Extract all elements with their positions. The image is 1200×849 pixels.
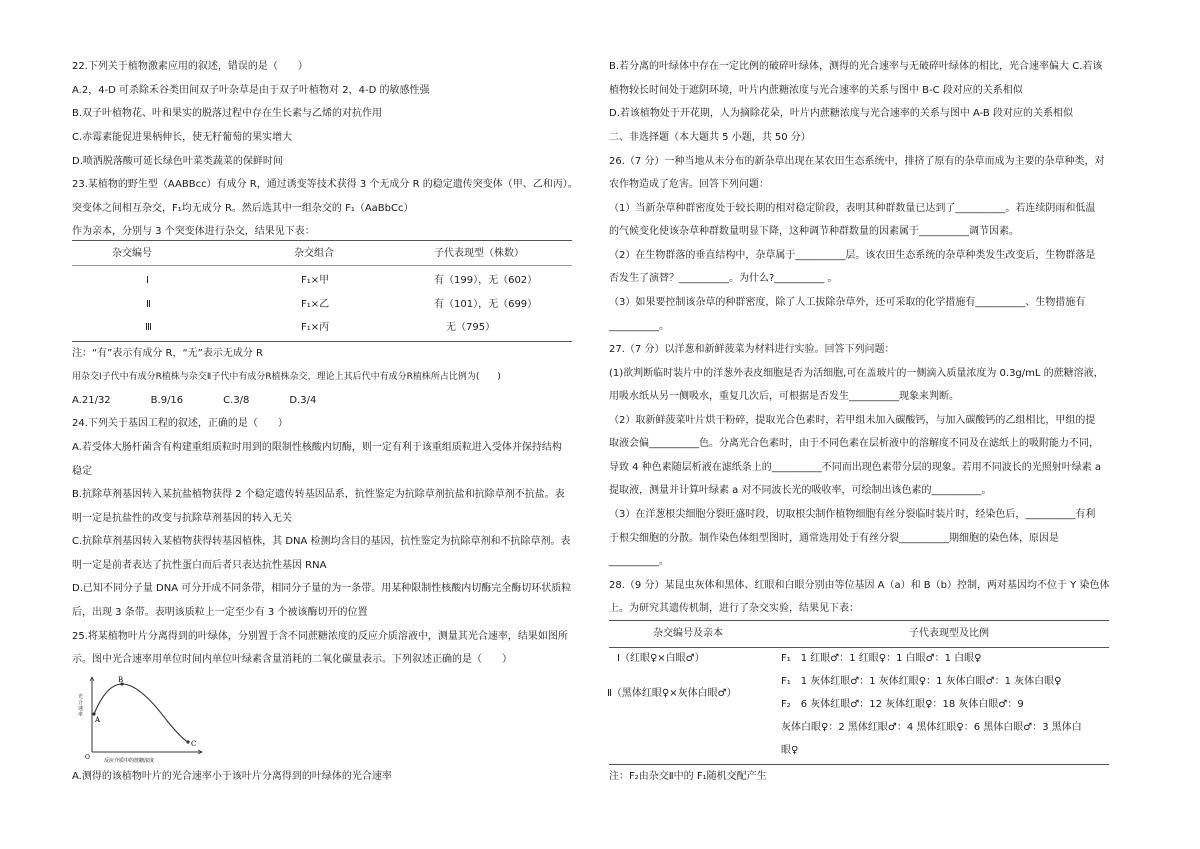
curve <box>94 684 188 742</box>
q25-graph <box>78 676 206 764</box>
q25-graph-svg <box>86 676 206 764</box>
table-cell: 有（101），无（699） <box>434 299 538 310</box>
table-header: 杂交编号 <box>112 248 152 259</box>
table-header: 子代表现型及比例 <box>909 628 989 639</box>
q28-table-note: 注：F₂由杂交Ⅱ中的 F₁随机交配产生 <box>609 771 767 782</box>
table-cell: 灰体白眼♀：2 黑体红眼♂：4 黑体红眼♀：6 黑体白眼♂：3 黑体白 <box>781 722 1082 733</box>
table-cell: 无（795） <box>446 322 496 333</box>
q26-part-3-line-1: （3）如果要控制该杂草的种群密度，除了人工拔除杂草外，还可采取的化学措施有__________、生物措施有 <box>609 297 1086 308</box>
table-cell: 有（199），无（602） <box>434 275 538 286</box>
table-header: 杂交编号及亲本 <box>653 628 723 639</box>
point-c-label: C <box>191 740 197 748</box>
q24-option-c-line-1: C.抗除草剂基因转入某植物获得转基因植株，其 DNA 检测均含目的基因，抗性鉴定为抗除草剂和不抗除草剂。表 <box>72 536 571 547</box>
table-cell: F₁ 1 红眼♂：1 红眼♀：1 白眼♂：1 白眼♀ <box>781 653 982 664</box>
q26-part-2-line-1: （2）在生物群落的垂直结构中，杂草属于__________层。该农田生态系统的杂草种类发生改变后，生物群落是 <box>609 250 1096 261</box>
table-cell: F₁×乙 <box>301 299 330 310</box>
section-heading: 二、非选择题（本大题共 5 小题，共 50 分） <box>609 132 811 143</box>
q22-option-a: A.2，4-D 可杀除禾谷类田间双子叶杂草是由于双子叶植物对 2，4-D 的敏感性强 <box>72 85 430 96</box>
q23-stem-line-3: 作为亲本，分别与 3 个突变体进行杂交，结果见下表： <box>72 226 315 237</box>
q26-part-2-line-2: 否发生了演替？__________。为什么?__________ 。 <box>609 273 838 284</box>
q22-option-c: C.赤霉素能促进果柄伸长，使无籽葡萄的果实增大 <box>72 132 293 143</box>
q25-stem-line-1: 25.将某植物叶片分离得到的叶绿体，分别置于含不同蔗糖浓度的反应介质溶液中，测量其光合速率，结果如图所 <box>72 631 568 642</box>
q27-part-1-line-2: 用吸水纸从另一侧吸水，重复几次后，可根据是否发生__________现象来判断。 <box>609 391 959 402</box>
q27-part-2-line-2: 取液会偏__________色。分离光合色素时，由于不同色素在层析液中的溶解度不同及在滤纸上的吸附能力不同， <box>609 438 1099 449</box>
q25-option-c-cont: 植物较长时间处于遮阴环境，叶片内蔗糖浓度与光合速率的关系与图中 B-C 段对应的关系相似 <box>609 85 1023 96</box>
q24-option-d-line-2: 后，出现 3 条带。表明该质粒上一定至少有 3 个被该酶切开的位置 <box>72 607 368 618</box>
q25-stem-line-2: 示。图中光合速率用单位时间内单位叶绿素含量消耗的二氧化碳量表示。下列叙述正确的是（ ） <box>72 654 512 665</box>
q22-option-b: B.双子叶植物花、叶和果实的脱落过程中存在生长素与乙烯的对抗作用 <box>72 108 383 119</box>
table-cell: Ⅱ（黑体红眼♀×灰体白眼♂） <box>607 688 737 699</box>
table-cell: F₁×甲 <box>301 275 330 286</box>
q24-stem: 24.下列关于基因工程的叙述，正确的是（ ） <box>72 418 288 429</box>
q27-part-2-line-3: 导致 4 种色素随层析液在滤纸条上的__________不同而出现色素带分层的现象。若用不同波长的光照射叶绿素 a <box>609 462 1102 473</box>
q23-stem-line-2: 突变体之间相互杂交，F₁均无成分 R。然后选其中一组杂交的 F₁（AaBbCc） <box>72 203 414 214</box>
q26-stem-line-1: 26.（7 分）一种当地从未分布的新杂草出现在某农田生态系统中，排挤了原有的杂草而成为主要的杂草种类，对 <box>609 156 1105 167</box>
point-c <box>186 740 189 743</box>
q28-table <box>609 620 1109 766</box>
point-b-label: B <box>118 676 124 684</box>
table-cell: F₁×丙 <box>301 322 330 333</box>
table-cell: Ⅱ <box>146 299 151 310</box>
q24-option-b-line-1: B.抗除草剂基因转入某抗盐植物获得 2 个稳定遗传转基因品系，抗性鉴定为抗除草剂抗盐和抗除草剂不抗盐。表 <box>72 489 565 500</box>
q27-part-3-line-1: （3）在洋葱根尖细胞分裂旺盛时段，切取根尖制作植物细胞有丝分裂临时装片时，经染色后，__________有利 <box>609 509 1096 520</box>
q25-option-a: A.测得的该植物叶片的光合速率小于该叶片分离得到的叶绿体的光合速率 <box>72 771 392 782</box>
q24-option-a-line-2: 稳定 <box>72 466 92 477</box>
q28-stem-line-2: 上。为研究其遗传机制，进行了杂交实验，结果见下表： <box>609 603 859 614</box>
table-cell: F₂ 6 灰体红眼♂：12 灰体红眼♀：18 灰体白眼♂：9 <box>781 699 1024 710</box>
q22-stem: 22.下列关于植物激素应用的叙述，错误的是（ ） <box>72 61 308 72</box>
q26-stem-line-2: 农作物造成了危害。回答下列问题： <box>609 179 769 190</box>
table-cell: F₁ 1 灰体红眼♂：1 灰体红眼♀：1 灰体白眼♂：1 灰体白眼♀ <box>781 676 1062 687</box>
q24-option-b-line-2: 明一定是抗盐性的改变与抗除草剂基因的转入无关 <box>72 513 292 524</box>
q24-option-a-line-1: A.若受体大肠杆菌含有构建重组质粒时用到的限制性核酸内切酶，则一定有利于该重组质粒进入受体并保持结构 <box>72 442 562 453</box>
table-header: 子代表现型（株数） <box>434 248 524 259</box>
q27-part-3-line-2: 于根尖细胞的分散。制作染色体组型图时，通常选用处于有丝分裂__________期细胞的染色体，原因是 <box>609 533 1059 544</box>
point-a-label: A <box>95 716 101 724</box>
x-axis-label: 反应介质中的蔗糖浓度 <box>104 758 155 764</box>
q26-part-1-line-2: 的气候变化使该杂草种群数量明显下降，这种调节种群数量的因素属于__________调节因素。 <box>609 226 1019 237</box>
origin-label: O <box>85 754 90 761</box>
q27-part-3-line-3: __________。 <box>609 556 669 567</box>
q24-option-d-line-1: D.已知不同分子量 DNA 可分开成不同条带，相同分子量的为一条带。用某种限制性核酸内切酶完全酶切环状质粒 <box>72 583 572 594</box>
table-cell: Ⅰ <box>146 275 149 286</box>
q28-stem-line-1: 28.（9 分）某昆虫灰体和黑体、红眼和白眼分别由等位基因 A（a）和 B（b）控制，两对基因均不位于 Y 染色体 <box>609 580 1110 591</box>
q23-question: 用杂交Ⅰ子代中有成分R植株与杂交Ⅱ子代中有成分R植株杂交，理论上其后代中有成分R植株所占比例为( ) <box>72 372 501 382</box>
y-axis-label: 光合速率 <box>78 694 84 718</box>
q26-part-3-line-2: __________。 <box>609 321 669 332</box>
q26-part-1-line-1: （1）当新杂草种群密度处于较长期的相对稳定阶段，表明其种群数量已达到了__________。若连续阴雨和低温 <box>609 203 1096 214</box>
q27-part-2-line-1: （2）取新鲜菠菜叶片烘干粉碎，提取光合色素时，若甲组未加入碳酸钙，与加入碳酸钙的乙组相比，甲组的提 <box>609 415 1096 426</box>
table-cell: 眼♀ <box>781 745 799 756</box>
q23-table <box>72 240 572 343</box>
table-cell: Ⅲ <box>145 322 152 333</box>
q23-stem-line-1: 23.某植物的野生型（AABBcc）有成分 R，通过诱变等技术获得 3 个无成分 R 的稳定遗传突变体（甲、乙和丙）。 <box>72 179 578 190</box>
q23-options: A.21/32 B.9/16 C.3/8 D.3/4 <box>72 395 317 406</box>
q24-option-c-line-2: 明一定是前者表达了抗性蛋白而后者只表达抗性基因 RNA <box>72 560 327 571</box>
table-header: 杂交组合 <box>294 248 334 259</box>
q25-option-d: D.若该植物处于开花期，人为摘除花朵，叶片内蔗糖浓度与光合速率的关系与图中 A-B 段对应的关系相似 <box>609 108 1073 119</box>
q27-part-2-line-4: 提取液，测量并计算叶绿素 a 对不同波长光的吸收率，可绘制出该色素的__________。 <box>609 485 992 496</box>
table-cell: Ⅰ（红眼♀×白眼♂） <box>617 653 705 664</box>
q22-option-d: D.喷洒脱落酸可延长绿色叶菜类蔬菜的保鲜时间 <box>72 156 283 167</box>
q23-table-note: 注：“有”表示有成分 R，“无”表示无成分 R <box>72 348 263 359</box>
q27-part-1-line-1: (1)欲判断临时装片中的洋葱外表皮细胞是否为活细胞,可在盖玻片的一侧滴入质量浓度为 0.3g/mL 的蔗糖溶液， <box>609 368 1104 379</box>
q25-option-b-c: B.若分离的叶绿体中存在一定比例的破碎叶绿体，测得的光合速率与无破碎叶绿体的相比，光合速率偏大 C.若该 <box>609 61 1103 72</box>
q27-stem: 27.（7 分）以洋葱和新鲜菠菜为材料进行实验。回答下列问题： <box>609 344 895 355</box>
